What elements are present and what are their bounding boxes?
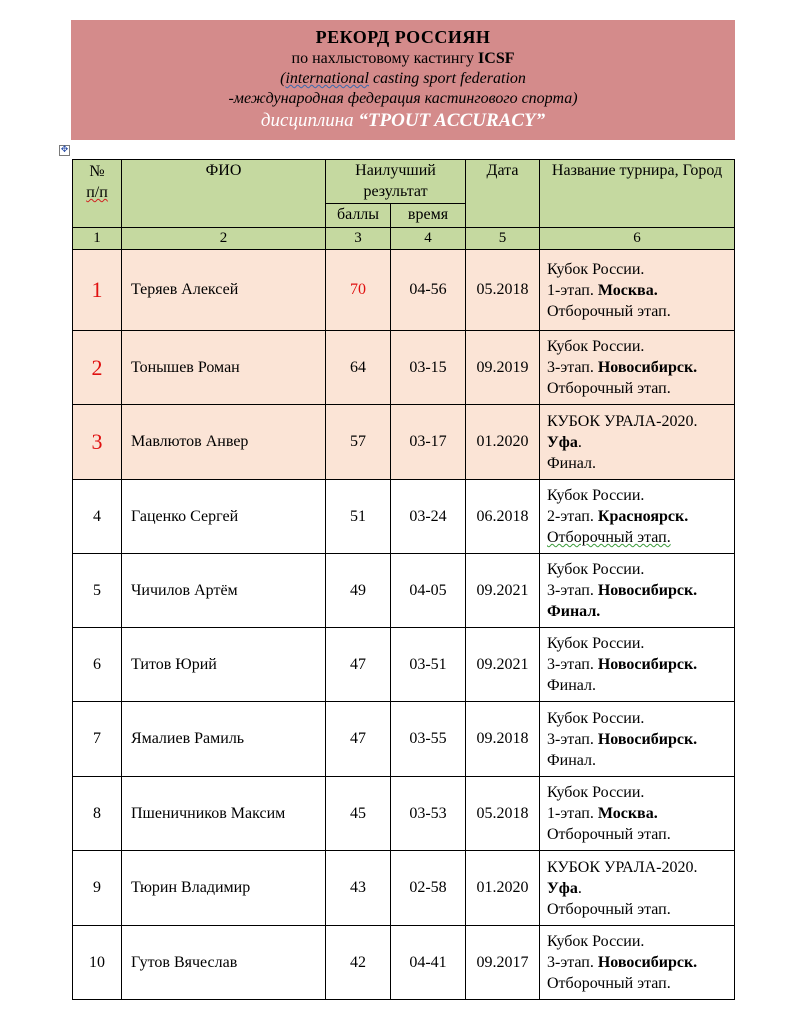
points-cell: 42 bbox=[326, 926, 391, 1000]
federation-line-ru: -международная федерация кастингового спорта) bbox=[228, 90, 578, 107]
rank-cell: 6 bbox=[73, 628, 122, 702]
points-cell: 64 bbox=[326, 331, 391, 405]
header-best-result: Наилучший результат bbox=[326, 160, 466, 204]
header-date: Дата bbox=[466, 160, 540, 228]
rank-cell: 9 bbox=[73, 851, 122, 926]
date-cell: 05.2018 bbox=[466, 777, 540, 851]
table-row bbox=[73, 777, 735, 851]
athlete-name: Мавлютов Анвер bbox=[122, 405, 326, 480]
discipline-line: дисциплина “TPOUT ACCURACY” bbox=[260, 110, 546, 131]
tournament-cell: Кубок России. 3-этап. Новосибирск. Отборочный этап. bbox=[540, 331, 735, 405]
date-cell: 09.2019 bbox=[466, 331, 540, 405]
athlete-name: Тонышев Роман bbox=[122, 331, 326, 405]
subtitle-line: по нахлыстовому кастингу ICSF bbox=[291, 50, 515, 67]
rank-cell: 4 bbox=[73, 480, 122, 554]
athlete-name: Пшеничников Максим bbox=[122, 777, 326, 851]
date-cell: 09.2018 bbox=[466, 702, 540, 777]
date-cell: 09.2021 bbox=[466, 554, 540, 628]
time-cell: 03-51 bbox=[391, 628, 466, 702]
table-row bbox=[73, 926, 735, 1000]
column-number-row: 1 2 3 4 5 6 bbox=[73, 228, 735, 250]
header-name: ФИО bbox=[122, 160, 326, 228]
tournament-cell: Кубок России. 1-этап. Москва. Отборочный этап. bbox=[540, 777, 735, 851]
table-row bbox=[73, 554, 735, 628]
athlete-name: Гаценко Сергей bbox=[122, 480, 326, 554]
tournament-cell: Кубок России. 2-этап. Красноярск. Отборочный этап. bbox=[540, 480, 735, 554]
tournament-cell: Кубок России. 1-этап. Москва. Отборочный этап. bbox=[540, 250, 735, 331]
date-cell: 09.2017 bbox=[466, 926, 540, 1000]
points-cell: 47 bbox=[326, 628, 391, 702]
table-row bbox=[73, 480, 735, 554]
time-cell: 04-05 bbox=[391, 554, 466, 628]
time-cell: 03-24 bbox=[391, 480, 466, 554]
points-cell: 51 bbox=[326, 480, 391, 554]
date-cell: 01.2020 bbox=[466, 851, 540, 926]
points-cell: 47 bbox=[326, 702, 391, 777]
header-points: баллы bbox=[326, 204, 391, 228]
federation-line-en: (international casting sport federation bbox=[280, 70, 526, 87]
date-cell: 09.2021 bbox=[466, 628, 540, 702]
table-row bbox=[73, 405, 735, 480]
points-cell: 43 bbox=[326, 851, 391, 926]
time-cell: 03-15 bbox=[391, 331, 466, 405]
rank-cell: 5 bbox=[73, 554, 122, 628]
title-banner bbox=[71, 20, 735, 140]
tournament-cell: Кубок России. 3-этап. Новосибирск. Отборочный этап. bbox=[540, 926, 735, 1000]
time-cell: 03-55 bbox=[391, 702, 466, 777]
header-time: время bbox=[391, 204, 466, 228]
time-cell: 02-58 bbox=[391, 851, 466, 926]
records-table bbox=[72, 159, 735, 1000]
athlete-name: Титов Юрий bbox=[122, 628, 326, 702]
tournament-cell: Кубок России. 3-этап. Новосибирск. Финал. bbox=[540, 628, 735, 702]
points-cell: 70 bbox=[326, 250, 391, 331]
table-row bbox=[73, 331, 735, 405]
athlete-name: Тюрин Владимир bbox=[122, 851, 326, 926]
table-row bbox=[73, 250, 735, 331]
rank-cell: 8 bbox=[73, 777, 122, 851]
athlete-name: Теряев Алексей bbox=[122, 250, 326, 331]
points-cell: 57 bbox=[326, 405, 391, 480]
time-cell: 03-53 bbox=[391, 777, 466, 851]
tournament-cell: Кубок России. 3-этап. Новосибирск. Финал. bbox=[540, 554, 735, 628]
rank-cell: 7 bbox=[73, 702, 122, 777]
athlete-name: Ямалиев Рамиль bbox=[122, 702, 326, 777]
points-cell: 45 bbox=[326, 777, 391, 851]
header-num: № п/п bbox=[73, 160, 122, 228]
time-cell: 04-41 bbox=[391, 926, 466, 1000]
rank-cell: 1 bbox=[73, 250, 122, 331]
time-cell: 04-56 bbox=[391, 250, 466, 331]
rank-cell: 3 bbox=[73, 405, 122, 480]
table-row bbox=[73, 702, 735, 777]
date-cell: 06.2018 bbox=[466, 480, 540, 554]
date-cell: 01.2020 bbox=[466, 405, 540, 480]
rank-cell: 2 bbox=[73, 331, 122, 405]
tournament-cell: Кубок России. 3-этап. Новосибирск. Финал. bbox=[540, 702, 735, 777]
athlete-name: Чичилов Артём bbox=[122, 554, 326, 628]
table-move-handle-icon[interactable]: ✥ bbox=[60, 145, 69, 155]
rank-cell: 10 bbox=[73, 926, 122, 1000]
tournament-cell: КУБОК УРАЛА-2020. Уфа. Финал. bbox=[540, 405, 735, 480]
table-row bbox=[73, 851, 735, 926]
table-row bbox=[73, 628, 735, 702]
athlete-name: Гутов Вячеслав bbox=[122, 926, 326, 1000]
points-cell: 49 bbox=[326, 554, 391, 628]
tournament-cell: КУБОК УРАЛА-2020. Уфа. Отборочный этап. bbox=[540, 851, 735, 926]
time-cell: 03-17 bbox=[391, 405, 466, 480]
page-title: РЕКОРД РОССИЯН bbox=[315, 27, 491, 47]
header-tournament: Название турнира, Город bbox=[540, 160, 735, 228]
date-cell: 05.2018 bbox=[466, 250, 540, 331]
